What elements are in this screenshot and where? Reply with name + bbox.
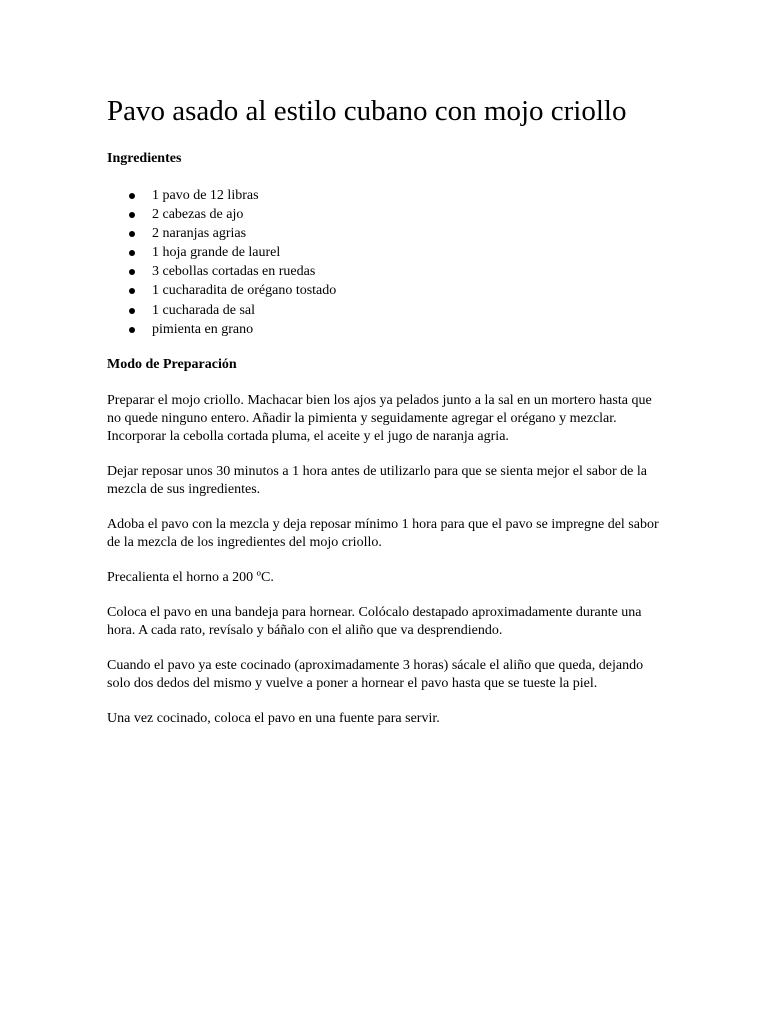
list-item <box>107 186 659 205</box>
ingredient-text: 1 pavo de 12 libras <box>152 188 259 203</box>
page-title: Pavo asado al estilo cubano con mojo criollo <box>107 95 627 127</box>
list-item <box>107 224 659 243</box>
ingredient-text: 2 naranjas agrias <box>152 226 247 242</box>
ingredient-text: 1 cucharadita de orégano tostado <box>152 283 337 299</box>
bullet-icon <box>129 269 135 275</box>
list-item <box>107 205 659 224</box>
paragraph: Cuando el pavo ya este cocinado (aproximadamente 3 horas) sácale el aliño que queda, dejando solo dos dedos del mismo y vuelve a poner a hornear el pavo hasta que se tueste la piel. <box>107 657 644 691</box>
bullet-icon <box>129 212 135 218</box>
ingredient-text: pimienta en grano <box>152 321 254 337</box>
ingredient-text: 1 hoja grande de laurel <box>152 245 281 261</box>
bullet-icon <box>129 231 135 237</box>
paragraph: Una vez cocinado, coloca el pavo en una fuente para servir. <box>107 710 440 726</box>
paragraph: Precalienta el horno a 200 ºC. <box>107 569 274 585</box>
list-item <box>107 281 659 300</box>
list-item <box>107 301 659 320</box>
paragraph: Coloca el pavo en una bandeja para hornear. Colócalo destapado aproximadamente durante una hora. A cada rato, revísalo y báñalo con el aliño que va desprendiendo. <box>107 604 642 638</box>
bullet-icon <box>129 327 135 333</box>
list-item <box>107 243 659 262</box>
bullet-icon <box>129 308 135 314</box>
paragraph: Preparar el mojo criollo. Machacar bien los ajos ya pelados junto a la sal en un mortero hasta que no quede ninguno entero. Añadir la pimienta y seguidamente agregar el orégano y mezclar. Incorporar la cebolla cortada pluma, el aceite y el jugo de naranja agria. <box>107 392 652 444</box>
paragraph: Adoba el pavo con la mezcla y deja reposar mínimo 1 hora para que el pavo se impregne del sabor de la mezcla de los ingredientes del mojo criollo. <box>107 516 659 550</box>
preparation-heading: Modo de Preparación <box>107 356 237 372</box>
bullet-icon <box>129 288 135 294</box>
ingredients-heading: Ingredientes <box>107 151 182 166</box>
list-item <box>107 262 659 281</box>
paragraph: Dejar reposar unos 30 minutos a 1 hora antes de utilizarlo para que se sienta mejor el sabor de la mezcla de sus ingredientes. <box>107 463 647 497</box>
bullet-icon <box>129 193 135 199</box>
ingredient-list <box>107 186 659 339</box>
ingredient-text: 3 cebollas cortadas en ruedas <box>152 264 316 280</box>
bullet-icon <box>129 250 135 256</box>
ingredient-text: 1 cucharada de sal <box>152 302 255 318</box>
ingredient-text: 2 cabezas de ajo <box>152 207 244 223</box>
document-page <box>107 92 659 745</box>
list-item <box>107 320 659 339</box>
